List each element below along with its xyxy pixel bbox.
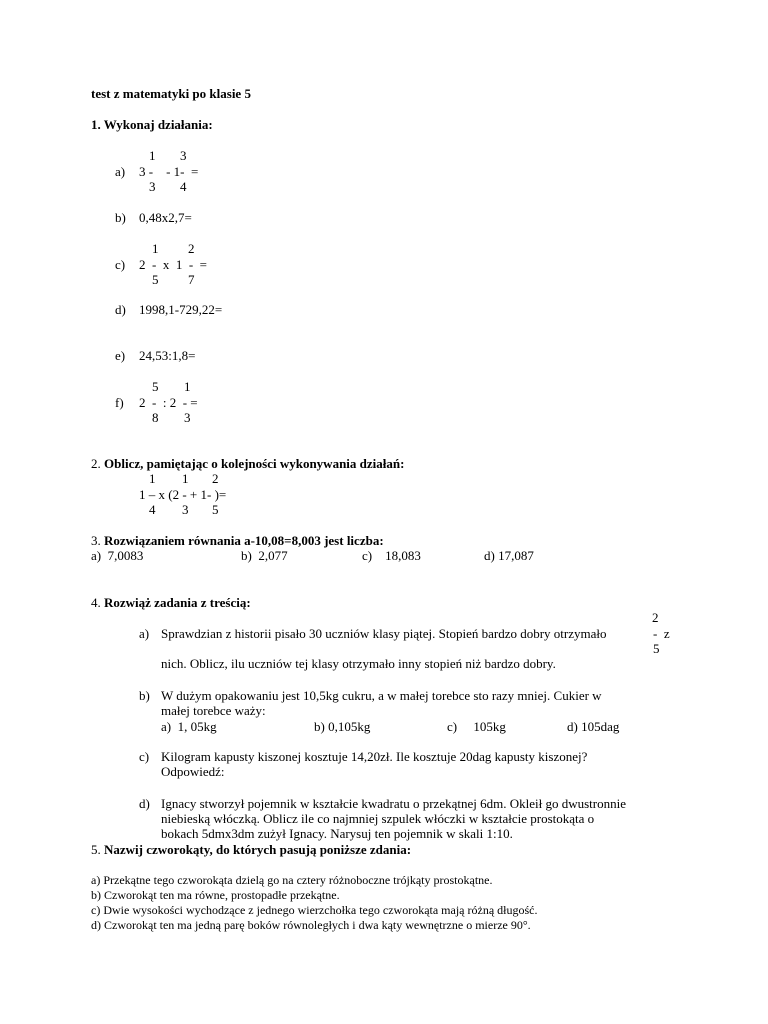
- q1c-numerator-2: 2: [188, 241, 195, 256]
- document-title: test z matematyki po klasie 5: [91, 86, 251, 101]
- q1c-label: c): [115, 257, 126, 272]
- q2-numerator-1: 1: [149, 471, 156, 486]
- q1f-label: f): [115, 395, 124, 410]
- q3-option-c: [362, 548, 421, 563]
- q1f-denominator-1: 8: [152, 410, 159, 425]
- question-5-heading: [91, 842, 411, 857]
- q4c-label: c): [139, 749, 150, 764]
- q4b-option-a: [161, 719, 217, 734]
- q1c-expression: 2 - x 1 - =: [139, 257, 207, 272]
- q4a-line-1: Sprawdzian z historii pisało 30 uczniów klasy piątej. Stopień bardzo dobry otrzymało: [161, 626, 607, 641]
- q5-line-b: b) Czworokąt ten ma równe, prostopadłe przekątne.: [91, 888, 340, 902]
- question-5-number: 5.: [91, 842, 101, 857]
- q2-denominator-3: 5: [212, 502, 219, 517]
- q4b-option-b: [314, 719, 370, 734]
- q4d-line-2: niebieską włóczką. Oblicz ile co najmniej szpulek włóczki w kształcie prostokąta o: [161, 811, 595, 826]
- q4a-label: a): [139, 626, 150, 641]
- question-2-text: Oblicz, pamiętając o kolejności wykonywania działań:: [104, 456, 405, 471]
- q1f-expression: 2 - : 2 - =: [139, 395, 198, 410]
- q1a-numerator-1: 1: [149, 148, 156, 163]
- q3-option-c-value: 18,083: [385, 548, 421, 563]
- q1f-numerator-1: 5: [152, 379, 159, 394]
- question-2-heading: [91, 456, 404, 471]
- question-4-text: Rozwiąż zadania z treścią:: [104, 595, 251, 610]
- q5-line-c: c) Dwie wysokości wychodzące z jednego wierzchołka tego czworokąta mają różną długość.: [91, 903, 538, 917]
- question-1-heading: [91, 117, 213, 132]
- q3-option-b-label: b): [241, 548, 252, 563]
- q4b-option-c-label: c): [447, 719, 458, 734]
- q4c-line-1: Kilogram kapusty kiszonej kosztuje 14,20zł. Ile kosztuje 20dag kapusty kiszonej?: [161, 749, 588, 764]
- q1c-denominator-1: 5: [152, 272, 159, 287]
- q1f-denominator-2: 3: [184, 410, 191, 425]
- q4b-label: b): [139, 688, 150, 703]
- q4b-line-1: W dużym opakowaniu jest 10,5kg cukru, a w małej torebce sto razy mniej. Cukier w: [161, 688, 602, 703]
- question-3-heading: [91, 533, 384, 548]
- q4b-option-b-label: b): [314, 719, 325, 734]
- q4a-fraction-numerator: 2: [652, 610, 659, 625]
- q4a-fraction-bar: - z: [653, 626, 670, 641]
- q4d-label: d): [139, 796, 150, 811]
- q4d-line-3: bokach 5dmx3dm zużył Ignacy. Narysuj ten pojemnik w skali 1:10.: [161, 826, 513, 841]
- q1a-expression: 3 - - 1- =: [139, 164, 199, 179]
- question-1-number: 1.: [91, 117, 101, 132]
- question-3-number: 3.: [91, 533, 101, 548]
- q4b-option-a-value: 1, 05kg: [177, 719, 217, 734]
- q2-numerator-3: 2: [212, 471, 219, 486]
- q1b-expression: 0,48x2,7=: [139, 210, 192, 225]
- q4a-fraction-denominator: 5: [653, 641, 660, 656]
- q3-option-d-label: d): [484, 548, 495, 563]
- q1a-numerator-2: 3: [180, 148, 187, 163]
- q1e-expression: 24,53:1,8=: [139, 348, 196, 363]
- q5-line-d: d) Czworokąt ten ma jedną parę boków równoległych i dwa kąty wewnętrzne o mierze 90°.: [91, 918, 531, 932]
- q1d-expression: 1998,1-729,22=: [139, 302, 223, 317]
- q1a-denominator-1: 3: [149, 179, 156, 194]
- q4b-option-b-value: 0,105kg: [328, 719, 371, 734]
- q4b-option-c-value: 105kg: [473, 719, 506, 734]
- q2-denominator-2: 3: [182, 502, 189, 517]
- question-5-text: Nazwij czworokąty, do których pasują poniższe zdania:: [104, 842, 412, 857]
- q3-option-b: [241, 548, 288, 563]
- q1a-label: a): [115, 164, 126, 179]
- q4a-line-2: nich. Oblicz, ilu uczniów tej klasy otrzymało inny stopień niż bardzo dobry.: [161, 656, 556, 671]
- q3-option-b-value: 2,077: [258, 548, 288, 563]
- q5-line-a: a) Przekątne tego czworokąta dzielą go na cztery różnoboczne trójkąty prostokątne.: [91, 873, 493, 887]
- question-4-number: 4.: [91, 595, 101, 610]
- q4d-line-1: Ignacy stworzył pojemnik w kształcie kwadratu o przekątnej 6dm. Okleił go dwustronnie: [161, 796, 626, 811]
- q3-option-a-label: a): [91, 548, 102, 563]
- question-3-text: Rozwiązaniem równania a-10,08=8,003 jest liczba:: [104, 533, 384, 548]
- q4b-option-d: [567, 719, 619, 734]
- q4b-option-d-label: d): [567, 719, 578, 734]
- q3-option-d-value: 17,087: [498, 548, 534, 563]
- q4b-option-c: [447, 719, 506, 734]
- q3-option-a-value: 7,0083: [107, 548, 144, 563]
- q4c-line-2: Odpowiedź:: [161, 764, 225, 779]
- q1a-denominator-2: 4: [180, 179, 187, 194]
- q2-denominator-1: 4: [149, 502, 156, 517]
- question-2-number: 2.: [91, 456, 101, 471]
- q2-expression: 1 – x (2 - + 1- )=: [139, 487, 227, 502]
- q2-numerator-2: 1: [182, 471, 189, 486]
- question-1-text: Wykonaj działania:: [103, 117, 213, 132]
- q4b-line-2: małej torebce waży:: [161, 703, 266, 718]
- q3-option-a: [91, 548, 143, 563]
- q1f-numerator-2: 1: [184, 379, 191, 394]
- q1d-label: d): [115, 302, 126, 317]
- q3-option-d: [484, 548, 534, 563]
- q1e-label: e): [115, 348, 126, 363]
- q4b-option-d-value: 105dag: [581, 719, 620, 734]
- q3-option-c-label: c): [362, 548, 373, 563]
- q4b-option-a-label: a): [161, 719, 172, 734]
- q1c-denominator-2: 7: [188, 272, 195, 287]
- q1b-label: b): [115, 210, 126, 225]
- question-4-heading: [91, 595, 251, 610]
- q1c-numerator-1: 1: [152, 241, 159, 256]
